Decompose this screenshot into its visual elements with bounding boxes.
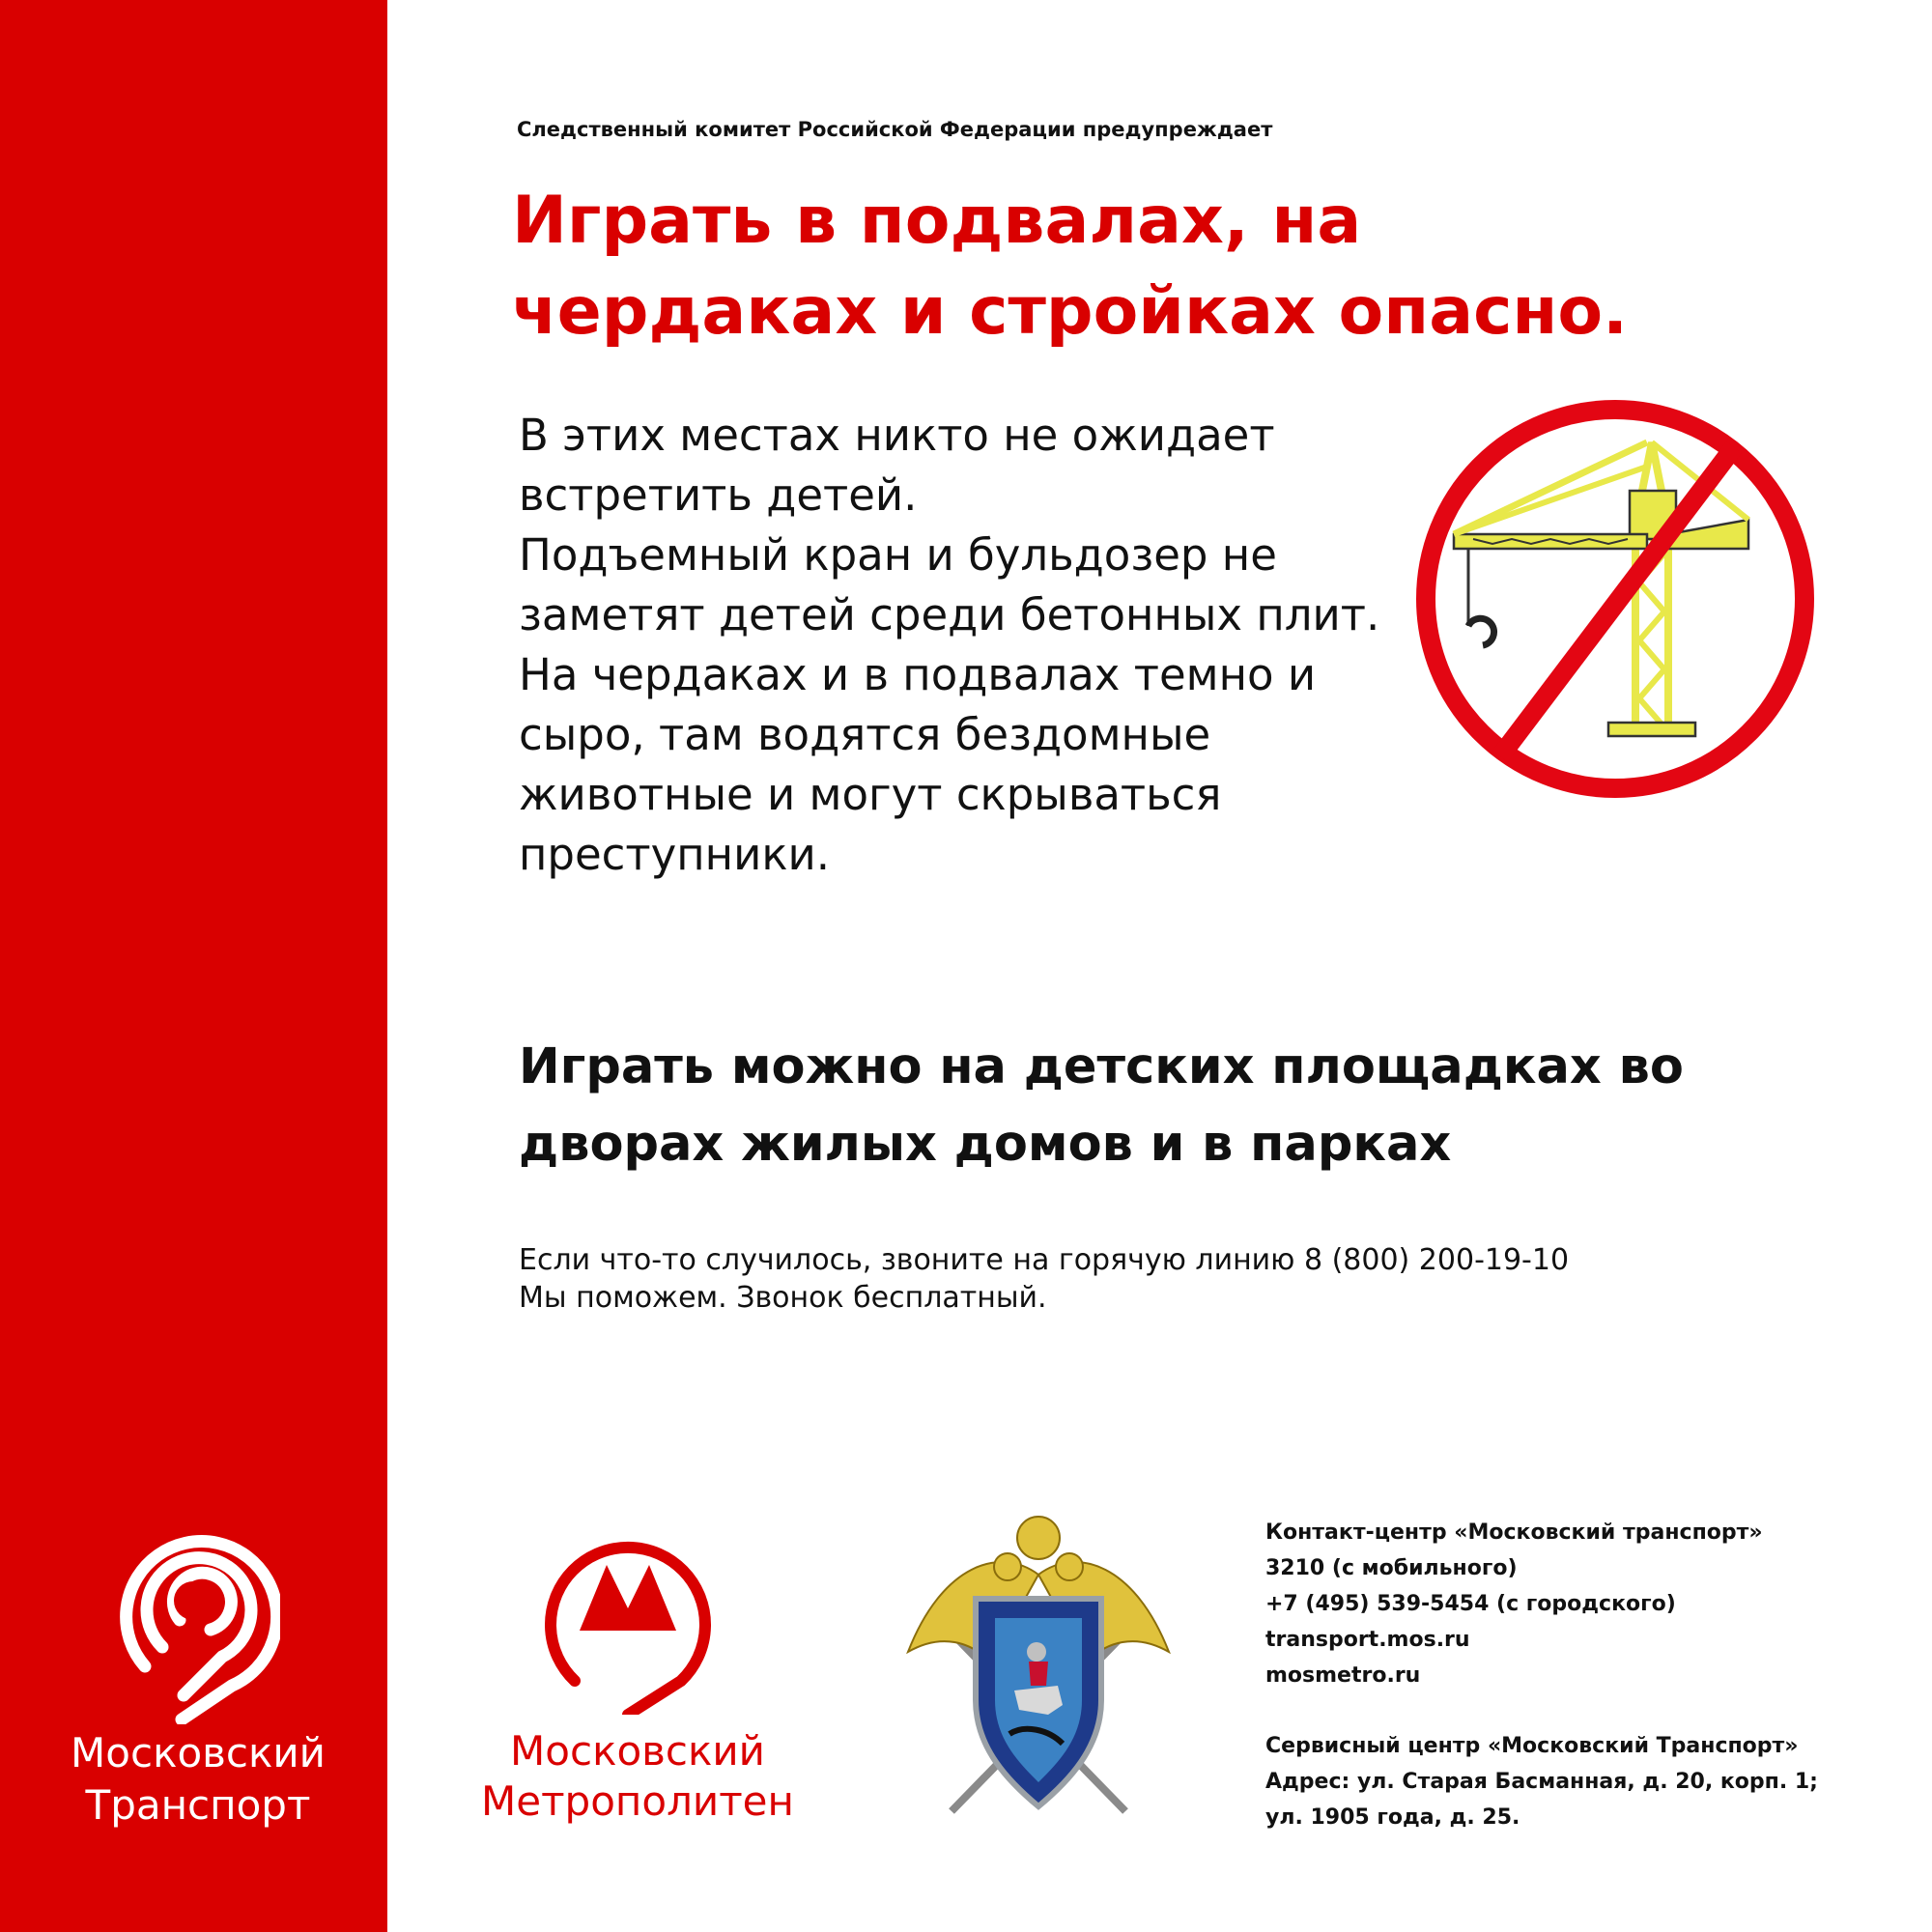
moscow-transport-name [39, 1727, 357, 1832]
moscow-metro-name-line2: Метрополитен [481, 1777, 794, 1825]
service-address-1: Адрес: ул. Старая Басманная, д. 20, корп. 1; [1265, 1770, 1818, 1794]
warning-body [519, 406, 1388, 885]
hotline-line-1: Если что-то случилось, звоните на горячую линию 8 (800) 200-19-10 [519, 1243, 1570, 1277]
warning-paragraph-2: Подъемный кран и бульдозер не заметят детей среди бетонных плит. [519, 529, 1380, 640]
headline [512, 176, 1768, 357]
moscow-metro-name-line1: Московский [510, 1727, 765, 1775]
moscow-transport-name-line2: Транспорт [85, 1781, 311, 1829]
headline-line1: Играть в подвалах, на [512, 183, 1362, 259]
contact-landline[interactable]: +7 (495) 539-5454 (с городского) [1265, 1592, 1676, 1616]
investigative-committee-emblem [903, 1507, 1174, 1826]
service-center-title: Сервисный центр «Московский Транспорт» [1265, 1734, 1799, 1758]
warning-paragraph-1: В этих местах никто не ожидает встретить детей. [519, 410, 1275, 521]
contacts-spacer [1265, 1693, 1845, 1728]
preheader: Следственный комитет Российской Федерации предупреждает [517, 118, 1273, 141]
contact-mobile[interactable]: 3210 (с мобильного) [1265, 1556, 1518, 1580]
allowed-places: Играть можно на детских площадках во дворах жилых домов и в парках [519, 1038, 1684, 1173]
moscow-metro-name [444, 1726, 831, 1827]
service-address-2: ул. 1905 года, д. 25. [1265, 1805, 1520, 1830]
moscow-transport-name-line1: Московский [71, 1729, 326, 1776]
contacts-block [1265, 1515, 1845, 1835]
warning-paragraph-3: На чердаках и в подвалах темно и сыро, там водятся бездомные животные и могут скрываться преступники. [519, 649, 1317, 880]
brand-sidebar [0, 0, 387, 1932]
headline-line2: чердаках и стройках опасно. [512, 273, 1628, 350]
moscow-metro-logo [541, 1517, 715, 1715]
no-crane-icon [1415, 399, 1816, 800]
hotline [519, 1241, 1823, 1317]
contact-site-metro[interactable]: mosmetro.ru [1265, 1663, 1421, 1688]
moscow-transport-logo [106, 1512, 280, 1724]
hotline-line-2: Мы поможем. Звонок бесплатный. [519, 1281, 1047, 1315]
contact-center-title: Контакт-центр «Московский транспорт» [1265, 1520, 1763, 1545]
contact-site-transport[interactable]: transport.mos.ru [1265, 1628, 1470, 1652]
